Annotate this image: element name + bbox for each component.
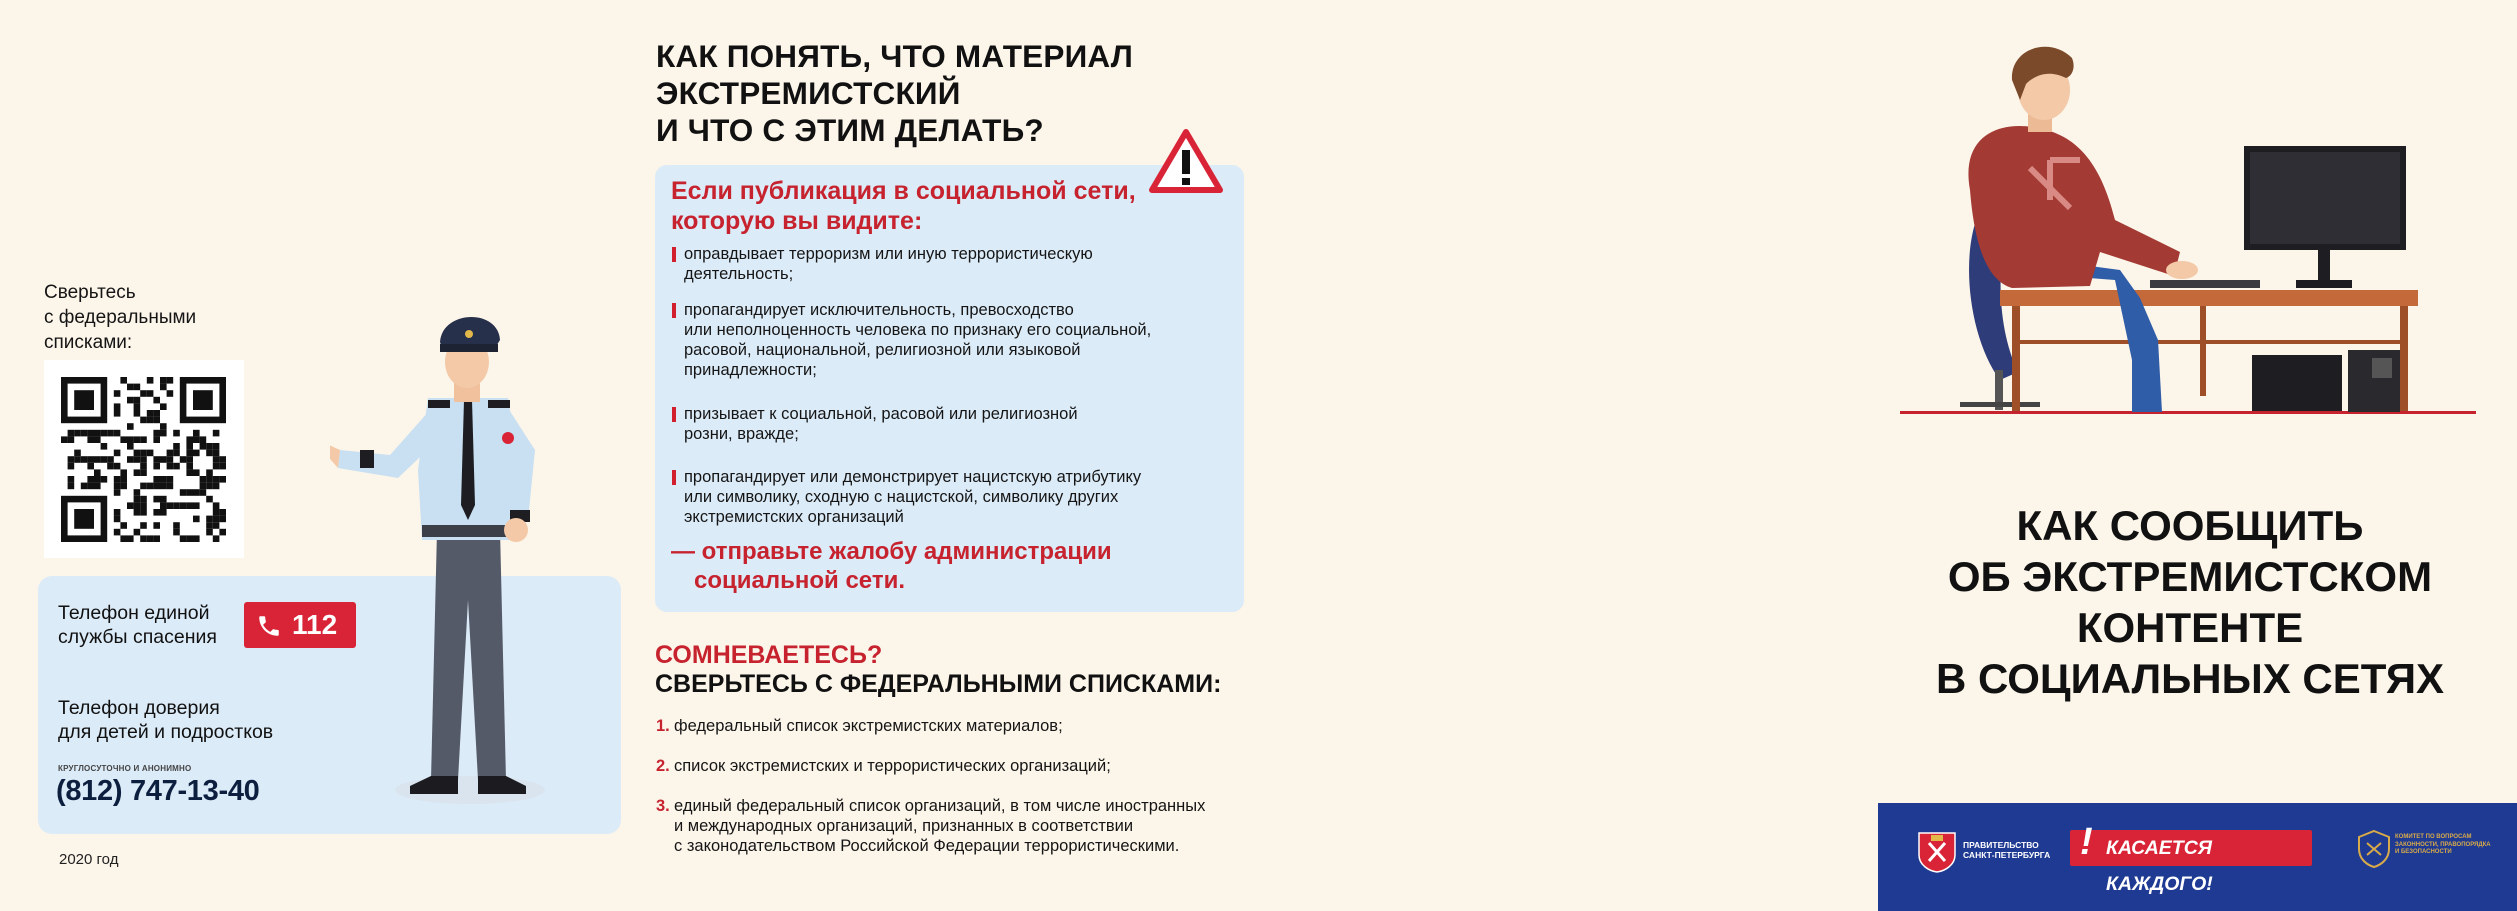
spb-government-emblem-icon [1917,831,1957,873]
hotline-note: КРУГЛОСУТОЧНО И АНОНИМНО [58,764,192,773]
slogan-badge: ! КАСАЕТСЯ КАЖДОГО! [2070,830,2312,866]
committee-emblem-icon [2357,829,2391,869]
federal-list-item: 3. единый федеральный список организаций, в том числе иностранных и международных организаций, признанных в соответствии с законодательством Российской Федерации террористическими. [656,797,1206,855]
emergency-phone-label: Телефон единой службы спасения [58,602,217,648]
doubt-subtitle: СВЕРЬТЕСЬ С ФЕДЕРАЛЬНЫМИ СПИСКАМИ: [655,670,1222,698]
doubt-title: СОМНЕВАЕТЕСЬ? [655,641,883,669]
criterion-item: пропагандирует или демонстрирует нацистскую атрибутику или символику, сходную с нацистской, символику других экстремистских организаций [672,467,1141,527]
phone-icon [256,613,282,639]
hotline-label: Телефон доверия для детей и подростков [58,697,274,743]
criteria-intro: Если публикация в социальной сети, которую вы видите: [671,177,1136,235]
criterion-item: призывает к социальной, расовой или религиозной розни, вражде; [672,404,1078,444]
qr-code[interactable] [44,360,244,558]
hotline-number[interactable]: (812) 747-13-40 [56,775,260,807]
year-label: 2020 год [59,851,119,868]
check-lists-caption: Сверьтесь с федеральными списками: [44,282,197,353]
committee-name: КОМИТЕТ ПО ВОПРОСАМ ЗАКОННОСТИ, ПРАВОПОРЯДКА И БЕЗОПАСНОСТИ [2395,834,2491,855]
emergency-number-badge[interactable]: 112 [244,602,356,648]
main-heading: КАК ПОНЯТЬ, ЧТО МАТЕРИАЛ ЭКСТРЕМИСТСКИЙ И ЧТО С ЭТИМ ДЕЛАТЬ? [656,38,1134,148]
warning-icon [1148,128,1224,196]
criterion-item: оправдывает терроризм или иную террористическую деятельность; [672,244,1093,284]
person-at-computer-illustration [1900,40,2490,420]
police-officer-illustration [330,300,580,812]
right-panel-title: КАК СООБЩИТЬ ОБ ЭКСТРЕМИСТСКОМ КОНТЕНТЕ В СОЦИАЛЬНЫХ СЕТЯХ [1935,502,2445,702]
federal-list-item: 1. федеральный список экстремистских материалов; [656,717,1063,735]
federal-list-item: 2. список экстремистских и террористических организаций; [656,757,1111,775]
spb-government-name: ПРАВИТЕЛЬСТВО САНКТ-ПЕТЕРБУРГА [1963,840,2051,860]
exclamation-icon: ! [2080,821,2093,863]
complaint-action: — отправьте жалобу администрации социальной сети. [671,538,1112,594]
criterion-item: пропагандирует исключительность, превосходство или неполноценность человека по признаку его социальной, расовой, национальной, религиозной или языковой принадлежности; [672,300,1151,380]
